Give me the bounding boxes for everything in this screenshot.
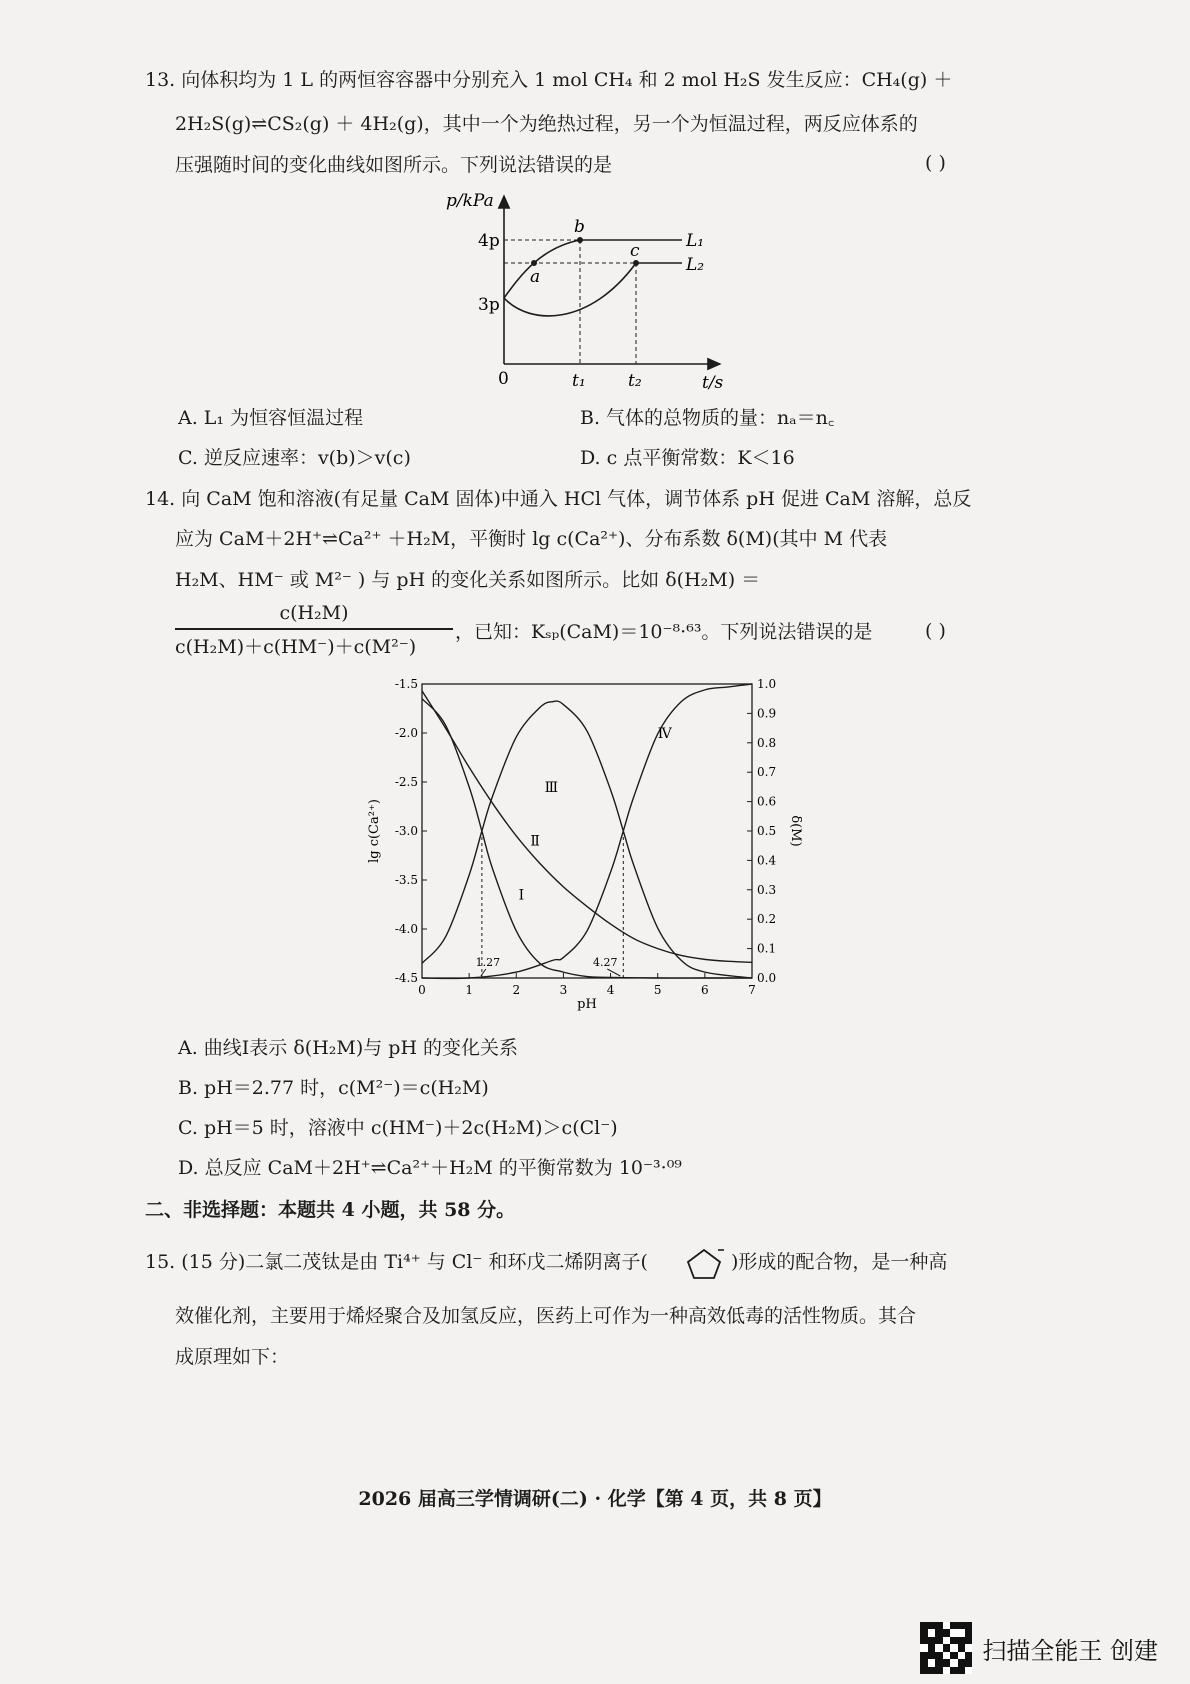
y-tick-label: -3.5 xyxy=(394,873,418,887)
x-tick-label: 7 xyxy=(748,983,756,997)
q13-answer-paren: ( ) xyxy=(925,152,946,174)
y2-tick-label: 0.2 xyxy=(757,912,777,927)
q14-fraction-numerator: c(H₂M) xyxy=(279,602,349,624)
q13-xtick-t2: t₂ xyxy=(628,371,642,391)
chart-frame xyxy=(422,684,752,978)
q14-option-a[interactable]: A. 曲线Ⅰ表示 δ(H₂M)与 pH 的变化关系 xyxy=(178,1037,519,1059)
q14-option-b[interactable]: B. pH＝2.77 时，c(M²⁻)＝c(H₂M) xyxy=(178,1077,489,1099)
q15-line1a: 15. (15 分)二氯二茂钛是由 Ti⁴⁺ 与 Cl⁻ 和环戊二烯阴离子( xyxy=(145,1251,648,1273)
q13-line2: 2H₂S(g)⇌CS₂(g) ＋ 4H₂(g)，其中一个为绝热过程，另一个为恒温过程，两反应体系的 xyxy=(175,113,918,135)
scanner-watermark xyxy=(920,1622,1158,1674)
q13-line3: 压强随时间的变化曲线如图所示。下列说法错误的是 xyxy=(175,154,613,176)
y-tick-label: -2.5 xyxy=(394,775,418,789)
y2-tick-label: 0.0 xyxy=(757,971,777,985)
y2-tick-label: 0.1 xyxy=(757,941,777,956)
x-tick-label: 3 xyxy=(559,983,568,997)
watermark-text: 扫描全能王 创建 xyxy=(982,1636,1158,1665)
annotation-label: 4.27 xyxy=(593,956,618,969)
x-tick-label: 2 xyxy=(512,983,521,997)
q13-label-L1: L₁ xyxy=(686,231,705,251)
y-tick-label: -4.5 xyxy=(394,971,418,985)
q13-option-b[interactable]: B. 气体的总物质的量：nₐ＝n꜀ xyxy=(580,407,835,429)
x-tick-label: 5 xyxy=(653,983,662,997)
series-label-2: Ⅱ xyxy=(530,833,540,850)
y2-tick-label: 1.0 xyxy=(757,677,777,691)
series-label-4: Ⅳ xyxy=(657,725,672,742)
q13-option-a[interactable]: A. L₁ 为恒容恒温过程 xyxy=(178,407,364,429)
q14-line1: 14. 向 CaM 饱和溶液(有足量 CaM 固体)中通入 HCl 气体，调节体系 pH 促进 CaM 溶解，总反 xyxy=(145,488,972,510)
q13-label-L2: L₂ xyxy=(686,255,705,275)
q14-chart xyxy=(360,672,803,1017)
q14-fraction-bar xyxy=(175,628,453,630)
q13-option-c[interactable]: C. 逆反应速率：v(b)＞v(c) xyxy=(178,447,411,469)
series-label-3: Ⅲ xyxy=(544,779,559,796)
x-tick-label: 4 xyxy=(606,983,615,997)
x-tick-label: 1 xyxy=(465,983,473,997)
q15-line3: 成原理如下： xyxy=(175,1346,290,1368)
q13-label-a: a xyxy=(530,267,541,287)
series-line-3 xyxy=(422,701,752,978)
q13-label-c: c xyxy=(630,241,640,261)
y2-tick-label: 0.9 xyxy=(757,706,777,721)
section-2-heading: 二、非选择题：本题共 4 小题，共 58 分。 xyxy=(145,1199,516,1221)
y2-tick-label: 0.7 xyxy=(757,765,777,780)
y-tick-label: -2.0 xyxy=(394,726,418,740)
q14-option-c[interactable]: C. pH＝5 时，溶液中 c(HM⁻)＋2c(H₂M)＞c(Cl⁻) xyxy=(178,1117,618,1139)
q14-answer-paren: ( ) xyxy=(925,620,946,642)
q13-xtick-0: 0 xyxy=(498,369,509,389)
y-tick-label: -3.0 xyxy=(394,824,418,838)
q14-option-d[interactable]: D. 总反应 CaM＋2H⁺⇌Ca²⁺＋H₂M 的平衡常数为 10⁻³·⁰⁹ xyxy=(178,1157,682,1179)
q13-line1: 13. 向体积均为 1 L 的两恒容容器中分别充入 1 mol CH₄ 和 2 mol H₂S 发生反应：CH₄(g) ＋ xyxy=(145,69,953,91)
page-footer: 2026 届高三学情调研(二) · 化学【第 4 页，共 8 页】 xyxy=(358,1488,832,1510)
y-tick-label: -4.0 xyxy=(394,922,418,936)
x-tick-label: 6 xyxy=(701,983,709,997)
q15-line1b: )形成的配合物，是一种高 xyxy=(731,1251,948,1273)
cyclopentadienyl-anion-icon xyxy=(682,1246,726,1282)
y-tick-label: -1.5 xyxy=(394,677,418,691)
q13-xtick-t1: t₁ xyxy=(572,371,586,391)
q13-point-a xyxy=(531,260,537,266)
series-label-1: Ⅰ xyxy=(518,887,525,904)
q13-x-axis-label: t/s xyxy=(702,373,724,393)
q14-fraction-denominator: c(H₂M)＋c(HM⁻)＋c(M²⁻) xyxy=(175,636,417,658)
q13-y-axis-label: p/kPa xyxy=(446,191,494,211)
q13-ytick-4p: 4p xyxy=(478,231,500,251)
y2-tick-label: 0.4 xyxy=(757,853,777,868)
q13-option-d[interactable]: D. c 点平衡常数：K＜16 xyxy=(580,447,795,469)
annotation-arrow xyxy=(607,969,620,976)
series-line-4 xyxy=(422,684,752,978)
y2-tick-label: 0.3 xyxy=(757,882,777,897)
q14-line4: ，已知：Kₛₚ(CaM)＝10⁻⁸·⁶³。下列说法错误的是 xyxy=(455,621,873,643)
q13-label-b: b xyxy=(574,217,585,237)
q14-line3: H₂M、HM⁻ 或 M²⁻ ) 与 pH 的变化关系如图所示。比如 δ(H₂M) ＝ xyxy=(175,569,761,591)
y2-tick-label: 0.8 xyxy=(757,735,777,750)
qr-code-icon xyxy=(920,1622,972,1674)
x-tick-label: 0 xyxy=(418,983,426,997)
y2-axis-label: δ(M) xyxy=(788,815,803,847)
y-axis-label: lg c(Ca²⁺) xyxy=(367,799,382,863)
q13-point-b xyxy=(577,237,583,243)
x-axis-label: pH xyxy=(577,997,597,1012)
y2-tick-label: 0.6 xyxy=(757,794,777,809)
q13-ytick-3p: 3p xyxy=(478,295,500,315)
y2-tick-label: 0.5 xyxy=(757,824,777,838)
series-line-1 xyxy=(422,699,752,978)
q14-line2: 应为 CaM＋2H⁺⇌Ca²⁺ ＋H₂M，平衡时 lg c(Ca²⁺)、分布系数 δ(M)(其中 M 代表 xyxy=(175,528,888,550)
q15-line2: 效催化剂，主要用于烯烃聚合及加氢反应，医药上可作为一种高效低毒的活性物质。其合 xyxy=(175,1305,917,1327)
q13-pressure-figure xyxy=(440,186,760,396)
annotation-label: 1.27 xyxy=(475,956,501,969)
